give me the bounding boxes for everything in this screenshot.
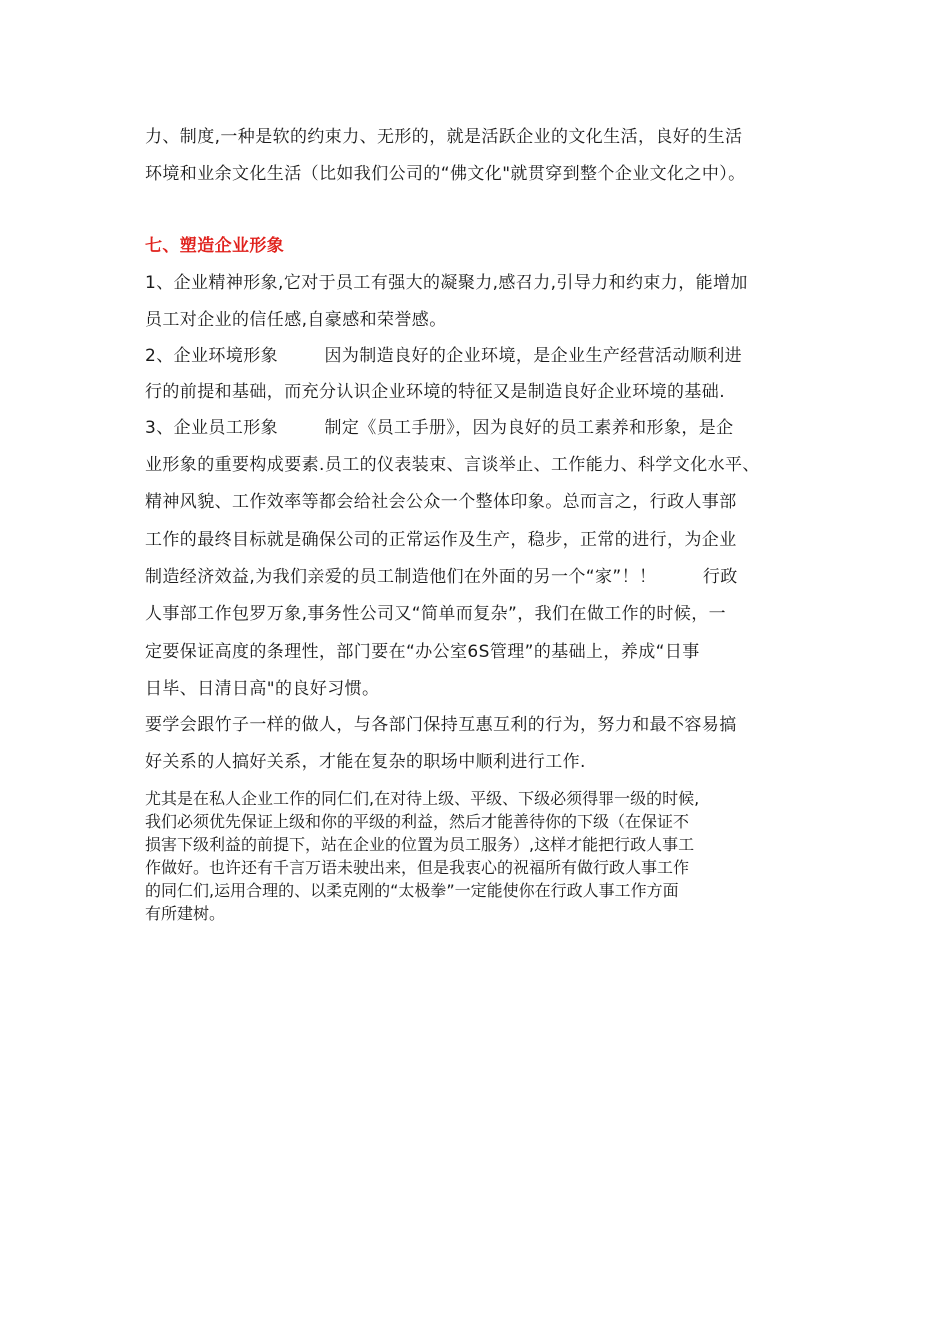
closing-line-6: 有所建树。 (145, 904, 226, 923)
closing-line-5: 的同仁们,运用合理的、以柔克刚的“太极拳”一定能使你在行政人事工作方面 (145, 881, 679, 900)
item3-line-7: 定要保证高度的条理性，部门要在“办公室6S管理”的基础上，养成“日事 (145, 642, 700, 662)
bamboo-line-1: 要学会跟竹子一样的做人，与各部门保持互惠互利的行为，努力和最不容易搞 (145, 715, 737, 735)
item3-line-5: 制造经济效益,为我们亲爱的员工制造他们在外面的另一个“家”！！ 行政 (145, 567, 738, 587)
item1-line-2: 员工对企业的信任感,自豪感和荣誉感。 (145, 310, 447, 330)
item1-line-1: 1、企业精神形象,它对于员工有强大的凝聚力,感召力,引导力和约束力，能增加 (145, 273, 748, 293)
item2-line-1: 2、企业环境形象 因为制造良好的企业环境，是企业生产经营活动顺利进 (145, 346, 743, 366)
intro-line-1: 力、制度,一种是软的约束力、无形的，就是活跃企业的文化生活，良好的生活 (145, 127, 743, 147)
item2-line-2: 行的前提和基础，而充分认识企业环境的特征又是制造良好企业环境的基础. (145, 382, 726, 402)
closing-line-1: 尤其是在私人企业工作的同仁们,在对待上级、平级、下级必须得罪一级的时候, (145, 789, 700, 808)
item3-line-3: 精神风貌、工作效率等都会给社会公众一个整体印象。总而言之，行政人事部 (145, 492, 737, 512)
item3-line-8: 日毕、日清日高"的良好习惯。 (145, 679, 380, 699)
item3-line-1: 3、企业员工形象 制定《员工手册》，因为良好的员工素养和形象，是企 (145, 418, 734, 438)
item3-line-2: 业形象的重要构成要素.员工的仪表装束、言谈举止、工作能力、科学文化水平、 (145, 455, 760, 475)
closing-line-2: 我们必须优先保证上级和你的平级的利益，然后才能善待你的下级（在保证不 (145, 812, 690, 831)
closing-line-3: 损害下级利益的前提下，站在企业的位置为员工服务）,这样才能把行政人事工 (145, 835, 695, 854)
intro-line-2: 环境和业余文化生活（比如我们公司的“佛文化"就贯穿到整个企业文化之中）。 (145, 164, 746, 184)
section-heading: 七、塑造企业形象 (145, 236, 285, 256)
item3-line-6: 人事部工作包罗万象,事务性公司又“简单而复杂”，我们在做工作的时候，一 (145, 604, 727, 624)
closing-line-4: 作做好。也许还有千言万语未驶出来，但是我衷心的祝福所有做行政人事工作 (145, 858, 690, 877)
bamboo-line-2: 好关系的人搞好关系，才能在复杂的职场中顺利进行工作. (145, 752, 586, 772)
item3-line-4: 工作的最终目标就是确保公司的正常运作及生产，稳步，正常的进行，为企业 (145, 530, 737, 550)
